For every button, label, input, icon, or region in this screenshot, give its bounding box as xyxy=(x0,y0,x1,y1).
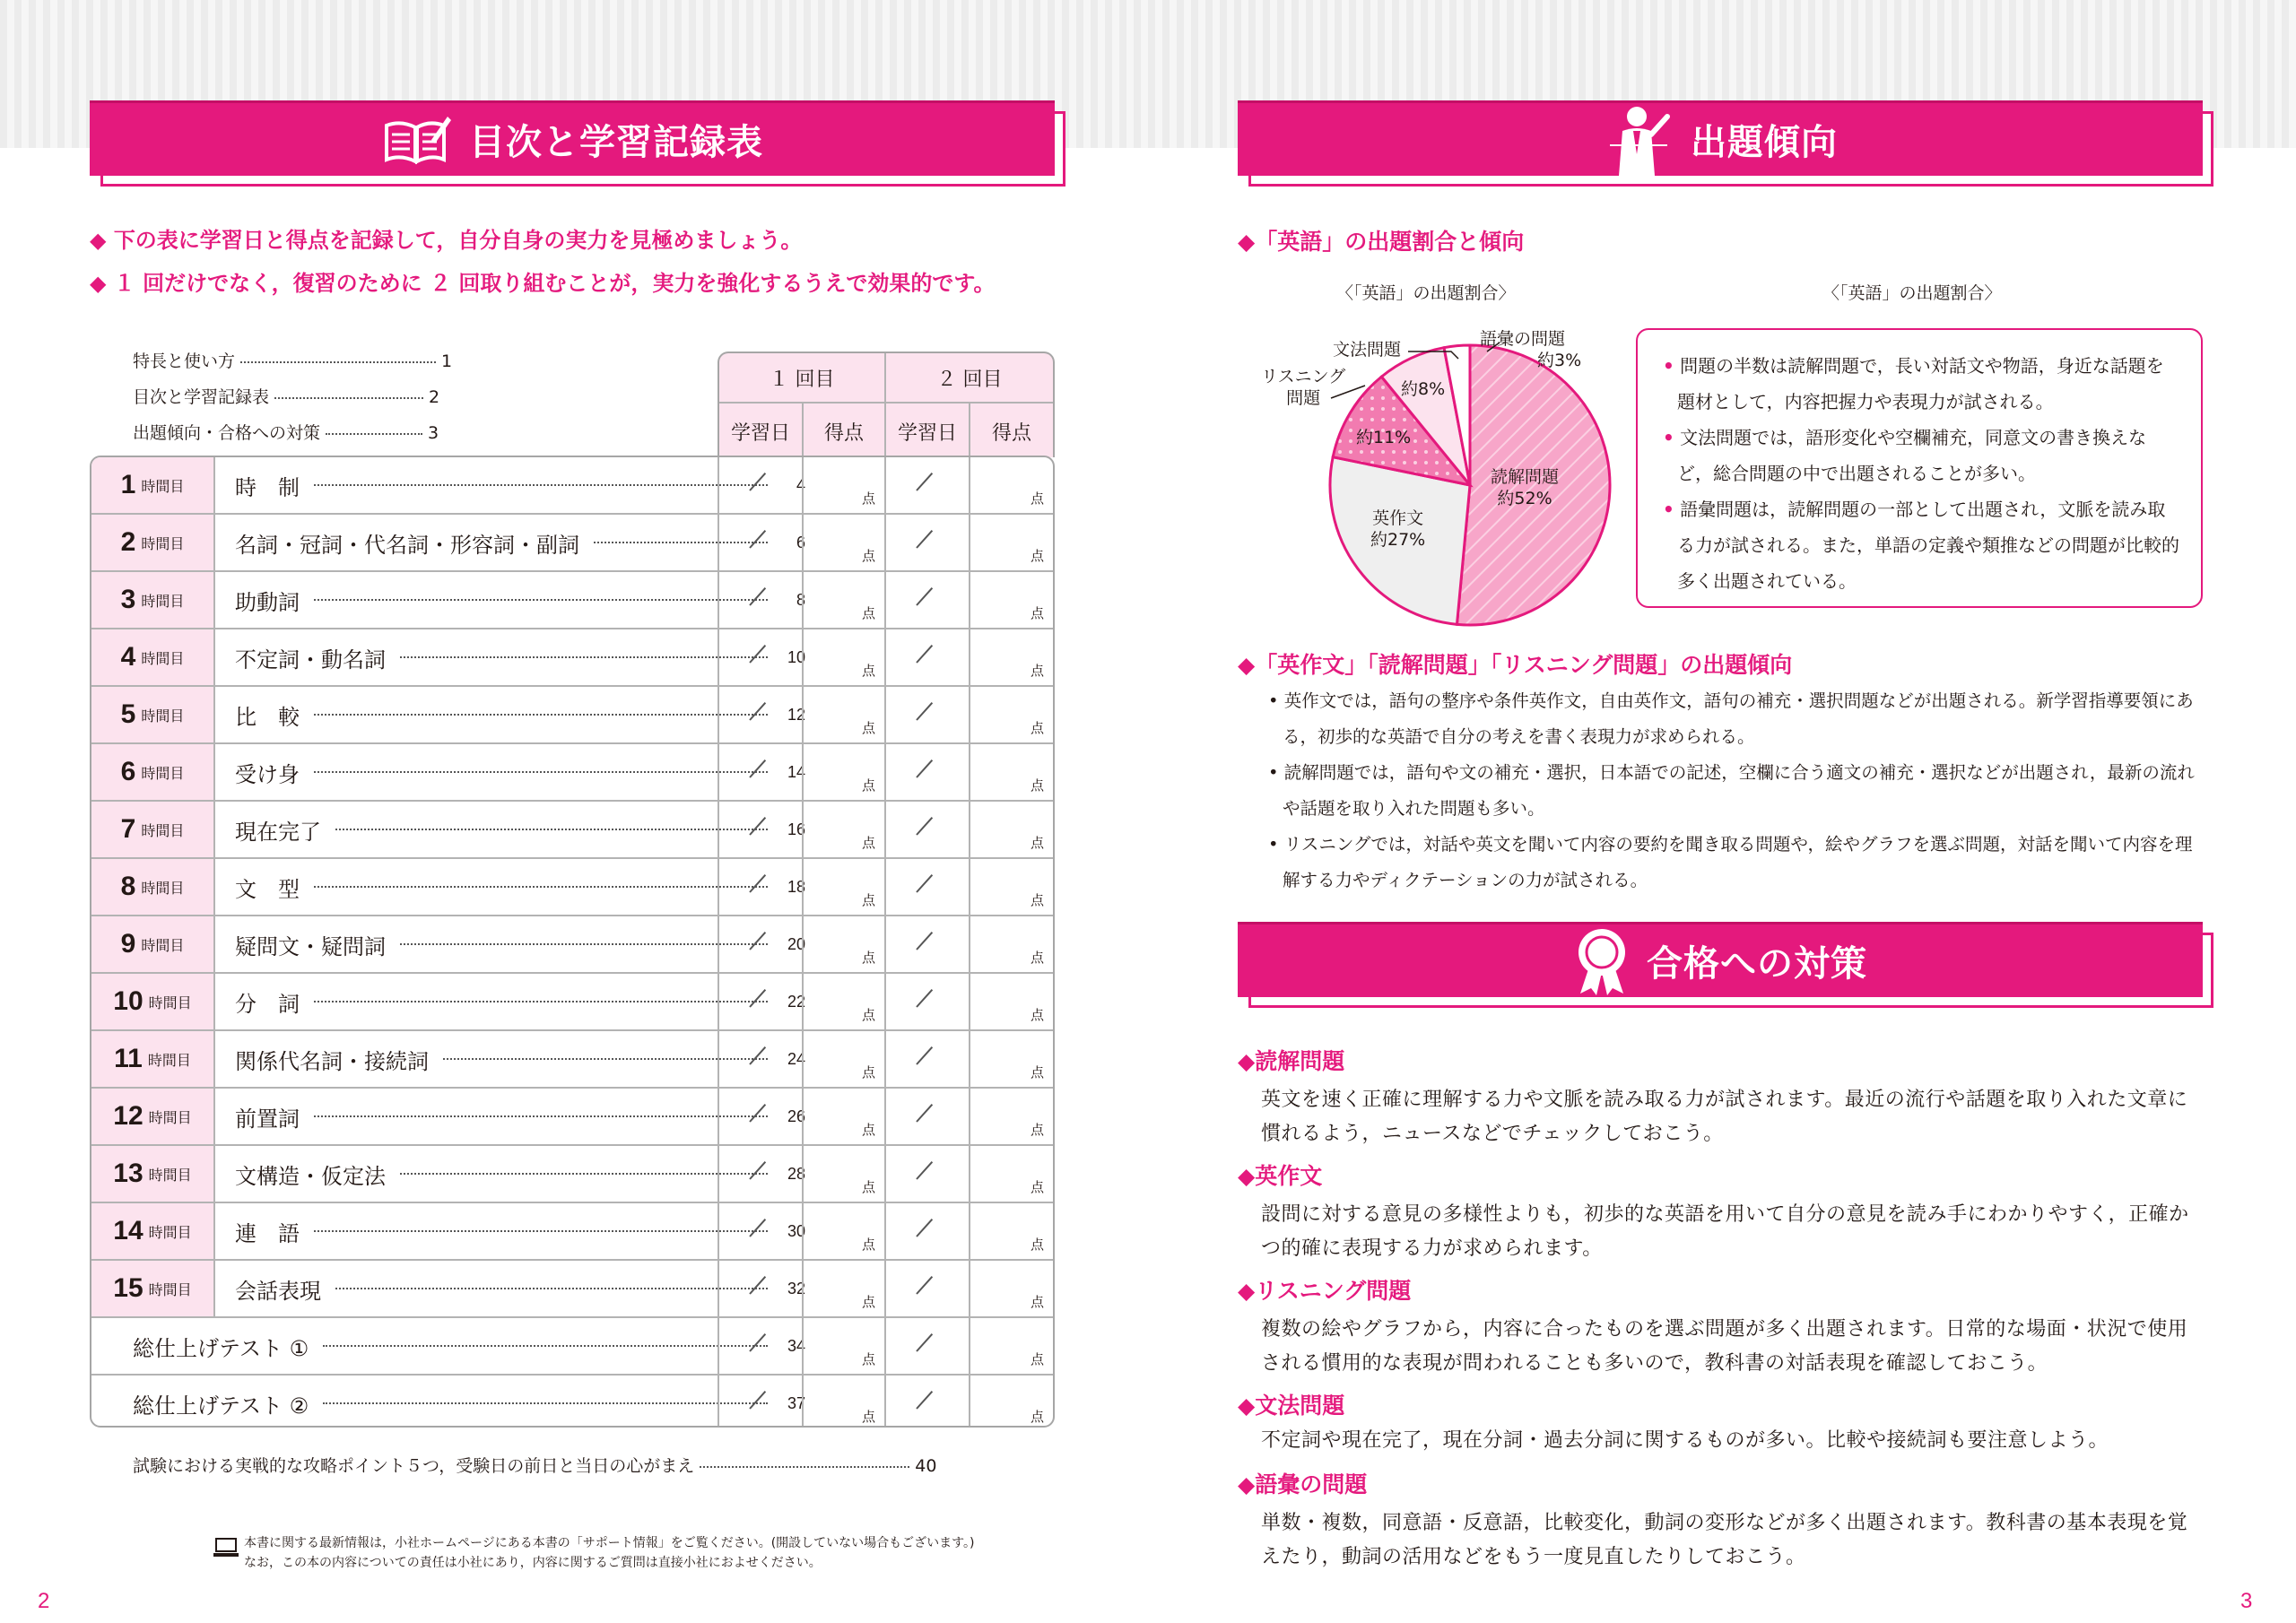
leader-dots xyxy=(400,656,768,658)
slice-label-reading: 読解問題 約52% xyxy=(1491,467,1560,508)
score-unit: 点 xyxy=(1030,1351,1044,1367)
date-cell-1 xyxy=(718,1031,802,1087)
lesson-number-value: 12 xyxy=(113,1101,144,1131)
score-cell-2 xyxy=(969,515,1053,570)
test-page: 34 xyxy=(787,1336,805,1355)
lesson-number xyxy=(91,1146,215,1202)
lesson-title-text: 分 詞 xyxy=(235,991,300,1017)
score-unit: 点 xyxy=(861,950,875,966)
test-title xyxy=(133,1318,805,1374)
score-cell-1 xyxy=(802,974,884,1029)
table-row-test xyxy=(91,1376,1053,1428)
score-cell-2 xyxy=(969,1376,1053,1428)
table-row-test xyxy=(91,1318,1053,1376)
intro-item-1: 特長と使い方 1 xyxy=(133,352,453,371)
lesson-number xyxy=(91,859,215,915)
lesson-number xyxy=(91,515,215,570)
lesson-page: 6 xyxy=(796,533,805,551)
score-unit: 点 xyxy=(1030,892,1044,908)
leader-dots xyxy=(314,599,768,601)
date-cell-2 xyxy=(884,1318,969,1374)
date-cell-2 xyxy=(884,802,969,857)
score-unit: 点 xyxy=(1030,1122,1044,1138)
lesson-number-value: 4 xyxy=(120,642,136,672)
score-unit: 点 xyxy=(1030,1007,1044,1023)
lesson-page: 12 xyxy=(787,705,805,724)
lesson-number xyxy=(91,1031,215,1087)
slice-label-listening: リスニング 問題 xyxy=(1261,367,1346,408)
strategy-banner-title: 合格への対策 xyxy=(1647,943,1867,985)
lesson-suffix: 時間目 xyxy=(141,534,185,552)
strategy-heading-vocabulary: ◆語彙の問題 xyxy=(1238,1471,1368,1497)
leader-dots xyxy=(314,714,768,716)
info-item-1: • 問題の半数は読解問題で，長い対話文や物語，身近な話題を題材として，内容把握力や表現力が試される。 xyxy=(1663,355,2164,412)
lesson-number xyxy=(91,802,215,857)
score-unit: 点 xyxy=(1030,950,1044,966)
score-cell-2 xyxy=(969,1318,1053,1374)
table-row xyxy=(91,1031,1053,1089)
round-1-header: １ 回目 xyxy=(719,353,886,404)
score-cell-1 xyxy=(802,1146,884,1202)
lesson-suffix: 時間目 xyxy=(141,764,185,782)
date-cell-1 xyxy=(718,974,802,1029)
score-cell-1 xyxy=(802,1376,884,1428)
lesson-title-text: 文 型 xyxy=(235,876,300,902)
score-unit: 点 xyxy=(1030,1064,1044,1081)
date-cell-1 xyxy=(718,572,802,628)
date-cell-1 xyxy=(718,1376,802,1428)
table-row xyxy=(91,687,1053,744)
lesson-title-text: 前置詞 xyxy=(235,1106,300,1132)
lesson-suffix: 時間目 xyxy=(148,1108,192,1126)
lesson-number-value: 6 xyxy=(120,757,136,786)
page-number-right: 3 xyxy=(2240,1589,2253,1613)
lesson-suffix: 時間目 xyxy=(148,1223,192,1241)
lesson-title-text: 受け身 xyxy=(235,761,300,787)
table-row xyxy=(91,1203,1053,1261)
leader-dots xyxy=(314,1230,768,1232)
lesson-page: 28 xyxy=(787,1164,805,1183)
lesson-suffix: 時間目 xyxy=(141,592,185,610)
lead-line-2: ◆ １ 回だけでなく，復習のために ２ 回取り組むことが，実力を強化するうえで効果的です。 xyxy=(90,271,996,296)
lesson-number xyxy=(91,457,215,513)
score-cell-2 xyxy=(969,1146,1053,1202)
score-unit: 点 xyxy=(1030,1179,1044,1195)
leader-dots xyxy=(314,1115,768,1117)
date-cell-1 xyxy=(718,1203,802,1259)
strategy-heading-reading: ◆読解問題 xyxy=(1238,1048,1345,1074)
score-unit: 点 xyxy=(861,1294,875,1310)
leader-dots xyxy=(400,943,768,945)
leader-dots xyxy=(400,1173,768,1175)
score-unit: 点 xyxy=(1030,490,1044,507)
lesson-number-value: 14 xyxy=(113,1216,144,1245)
score-header-1: 得点 xyxy=(804,404,886,457)
lesson-suffix: 時間目 xyxy=(141,707,185,725)
lesson-number xyxy=(91,744,215,800)
lesson-number-value: 9 xyxy=(120,929,136,959)
lesson-number-value: 3 xyxy=(120,585,136,614)
test-title xyxy=(133,1376,805,1428)
score-unit: 点 xyxy=(1030,605,1044,621)
lesson-title-text: 助動詞 xyxy=(235,589,300,615)
lesson-title-text: 関係代名詞・接続詞 xyxy=(235,1048,429,1074)
lesson-title-text: 現在完了 xyxy=(235,819,321,845)
date-cell-2 xyxy=(884,572,969,628)
date-cell-2 xyxy=(884,457,969,513)
score-cell-1 xyxy=(802,1261,884,1316)
table-row xyxy=(91,629,1053,687)
computer-icon xyxy=(213,1537,239,1558)
lesson-number-value: 15 xyxy=(113,1273,144,1303)
leader-dots xyxy=(335,1288,768,1289)
lesson-suffix: 時間目 xyxy=(148,994,192,1011)
record-grid-header xyxy=(718,352,1055,457)
table-row xyxy=(91,802,1053,859)
lesson-number xyxy=(91,974,215,1029)
score-cell-1 xyxy=(802,687,884,742)
score-cell-1 xyxy=(802,916,884,972)
score-unit: 点 xyxy=(861,605,875,621)
trend-banner xyxy=(1238,100,2203,176)
strategy-heading-listening: ◆リスニング問題 xyxy=(1238,1278,1412,1304)
lesson-number xyxy=(91,1261,215,1316)
lesson-suffix: 時間目 xyxy=(141,821,185,839)
date-cell-1 xyxy=(718,515,802,570)
score-cell-2 xyxy=(969,572,1053,628)
lesson-page: 30 xyxy=(787,1221,805,1240)
score-cell-1 xyxy=(802,515,884,570)
trend-banner-title: 出題傾向 xyxy=(1691,122,1838,163)
slice-label-grammar: 文法問題 xyxy=(1333,340,1402,360)
lesson-title-text: 疑問文・疑問詞 xyxy=(235,933,386,959)
date-cell-2 xyxy=(884,974,969,1029)
score-unit: 点 xyxy=(861,1351,875,1367)
score-cell-2 xyxy=(969,1031,1053,1087)
round-2-header: ２ 回目 xyxy=(886,353,1053,404)
score-cell-2 xyxy=(969,1261,1053,1316)
box-caption: 〈「英語」の出題割合〉 xyxy=(1822,283,2002,303)
lesson-suffix: 時間目 xyxy=(148,1280,192,1298)
score-cell-1 xyxy=(802,744,884,800)
trend-item-2: • 読解問題では，語句や文の補充・選択，日本語での記述，空欄に合う適文の補充・選択などが出題され，最新の流れや話題を取り入れた問題も多い。 xyxy=(1268,762,2195,819)
table-row xyxy=(91,916,1053,974)
slice-label-composition: 英作文 約27% xyxy=(1370,508,1426,550)
leader-dots xyxy=(335,829,768,830)
lesson-suffix: 時間目 xyxy=(147,1051,191,1069)
lesson-number-value: 10 xyxy=(113,986,144,1016)
lesson-number-value: 5 xyxy=(120,699,136,729)
lead-line-1: ◆ 下の表に学習日と得点を記録して，自分自身の実力を見極めましょう。 xyxy=(90,228,803,253)
lesson-page: 26 xyxy=(787,1107,805,1125)
trend-item-1: • 英作文では，語句の整序や条件英作文，自由英作文，語句の補充・選択問題などが出題される。新学習指導要領にある，初歩的な英語で自分の考えを書く表現力が求められる。 xyxy=(1268,690,2194,747)
score-cell-1 xyxy=(802,1318,884,1374)
slice-label-vocabulary-value: 約3% xyxy=(1537,351,1582,370)
leader-dots xyxy=(323,1345,768,1347)
lesson-number-value: 1 xyxy=(120,470,136,499)
lesson-suffix: 時間目 xyxy=(148,1166,192,1184)
lesson-title-text: 会話表現 xyxy=(235,1278,321,1304)
lesson-number-value: 13 xyxy=(113,1159,144,1188)
lesson-title-text: 比 較 xyxy=(235,704,300,730)
intro-item-3: 出題傾向・合格への対策 3 xyxy=(133,423,439,443)
lesson-page: 8 xyxy=(796,590,805,609)
lesson-page: 10 xyxy=(787,647,805,666)
test-title-text: 総仕上げテスト ② xyxy=(133,1393,309,1419)
score-unit: 点 xyxy=(861,777,875,794)
ratio-info-box xyxy=(1636,328,2203,608)
score-unit: 点 xyxy=(1030,1237,1044,1253)
strategy-text-listening: 複数の絵やグラフから，内容に合ったものを選ぶ問題が多く出題されます。日常的な場面・状況で使用される慣用的な表現が問われることも多いので，教科書の対話表現を確認しておこう。 xyxy=(1261,1318,2188,1375)
pie-leader-lines xyxy=(1399,341,1525,377)
table-row xyxy=(91,744,1053,802)
leader-dots xyxy=(314,886,768,888)
lesson-suffix: 時間目 xyxy=(141,936,185,954)
date-cell-1 xyxy=(718,802,802,857)
lesson-page: 22 xyxy=(787,992,805,1011)
trend-lead: ◆「英作文」「読解問題」「リスニング問題」の出題傾向 xyxy=(1238,652,1793,678)
date-cell-1 xyxy=(718,629,802,685)
date-cell-1 xyxy=(718,687,802,742)
score-header-2: 得点 xyxy=(991,421,1031,445)
leader-dots xyxy=(314,484,768,486)
score-unit: 点 xyxy=(1030,720,1044,736)
test-title-text: 総仕上げテスト ① xyxy=(133,1335,309,1361)
score-cell-2 xyxy=(969,1203,1053,1259)
score-unit: 点 xyxy=(1030,548,1044,564)
score-unit: 点 xyxy=(861,892,875,908)
date-cell-2 xyxy=(884,859,969,915)
date-cell-2 xyxy=(884,1261,969,1316)
score-cell-2 xyxy=(969,744,1053,800)
date-cell-2 xyxy=(884,1203,969,1259)
date-cell-2 xyxy=(884,916,969,972)
lesson-title-text: 不定詞・動名詞 xyxy=(235,647,386,673)
open-book-pen-icon xyxy=(381,113,453,167)
slice-label-vocabulary: 語彙の問題 xyxy=(1480,329,1566,349)
score-unit: 点 xyxy=(861,1237,875,1253)
intro-item-2: 目次と学習記録表 2 xyxy=(133,387,440,407)
lesson-number-value: 7 xyxy=(120,814,136,844)
leader-dots xyxy=(314,771,768,773)
leader-dots xyxy=(323,1402,768,1404)
pie-leader-line-listening xyxy=(1329,380,1383,407)
strategy-heading-composition: ◆英作文 xyxy=(1238,1163,1323,1189)
lesson-title-text: 時 制 xyxy=(235,474,300,500)
score-cell-2 xyxy=(969,629,1053,685)
score-cell-2 xyxy=(969,916,1053,972)
score-cell-1 xyxy=(802,1089,884,1144)
strategy-banner xyxy=(1238,922,2203,997)
date-cell-2 xyxy=(884,1376,969,1428)
lesson-title-text: 文構造・仮定法 xyxy=(235,1163,386,1189)
strategy-text-vocabulary: 単数・複数，同意語・反意語，比較変化，動詞の変形などが多く出題されます。教科書の基本表現を覚えたり，動詞の活用などをもう一度見直したりしておこう。 xyxy=(1261,1512,2188,1568)
strategy-heading-grammar: ◆文法問題 xyxy=(1238,1393,1345,1419)
info-item-2: • 文法問題では，語形変化や空欄補充，同意文の書き換えなど，総合問題の中で出題されることが多い。 xyxy=(1663,427,2147,484)
lesson-number-value: 2 xyxy=(120,527,136,557)
score-cell-1 xyxy=(802,1031,884,1087)
score-unit: 点 xyxy=(861,1007,875,1023)
support-note-2: なお，この本の内容についての責任は小社にあり，内容に関するご質問は直接小社におよせください。 xyxy=(244,1556,822,1570)
date-cell-2 xyxy=(884,515,969,570)
lesson-number xyxy=(91,916,215,972)
toc-banner xyxy=(90,100,1055,176)
presenter-icon xyxy=(1603,104,1674,176)
table-row xyxy=(91,974,1053,1031)
date-cell-1 xyxy=(718,1146,802,1202)
table-row xyxy=(91,572,1053,629)
score-unit: 点 xyxy=(861,1409,875,1425)
score-cell-2 xyxy=(969,859,1053,915)
lesson-number xyxy=(91,687,215,742)
lesson-suffix: 時間目 xyxy=(141,879,185,897)
score-unit: 点 xyxy=(861,663,875,679)
score-unit: 点 xyxy=(1030,1294,1044,1310)
score-cell-2 xyxy=(969,1089,1053,1144)
table-row xyxy=(91,859,1053,916)
footer-toc-item: 試験における実戦的な攻略ポイント５つ，受験日の前日と当日の心がまえ 40 xyxy=(133,1456,937,1476)
lesson-number xyxy=(91,1089,215,1144)
date-cell-2 xyxy=(884,1031,969,1087)
date-cell-1 xyxy=(718,457,802,513)
lesson-page: 24 xyxy=(787,1049,805,1068)
lesson-number xyxy=(91,1203,215,1259)
score-cell-1 xyxy=(802,572,884,628)
chart-caption: 〈「英語」の出題割合〉 xyxy=(1336,283,1516,303)
score-cell-2 xyxy=(969,687,1053,742)
table-row xyxy=(91,457,1053,515)
table-row xyxy=(91,1146,1053,1203)
score-unit: 点 xyxy=(861,1122,875,1138)
date-cell-2 xyxy=(884,1089,969,1144)
lesson-page: 18 xyxy=(787,877,805,896)
lesson-suffix: 時間目 xyxy=(141,649,185,667)
trend-item-3: • リスニングでは，対話や英文を聞いて内容の要約を聞き取る問題や，絵やグラフを選ぶ問題，対話を聞いて内容を理解する力やディクテーションの力が試される。 xyxy=(1268,834,2193,890)
slice-label-grammar-value: 約8% xyxy=(1401,379,1446,399)
lesson-suffix: 時間目 xyxy=(141,477,185,495)
score-unit: 点 xyxy=(1030,663,1044,679)
award-ribbon-icon xyxy=(1573,927,1631,995)
date-cell-2 xyxy=(884,687,969,742)
date-cell-1 xyxy=(718,744,802,800)
lesson-page: 20 xyxy=(787,934,805,953)
lesson-number-value: 8 xyxy=(120,872,136,901)
score-cell-1 xyxy=(802,1203,884,1259)
strategy-text-grammar: 不定詞や現在完了，現在分詞・過去分詞に関するものが多い。比較や接続詞も要注意しよう。 xyxy=(1261,1429,2109,1452)
score-cell-2 xyxy=(969,802,1053,857)
lesson-title-text: 連 語 xyxy=(235,1220,300,1246)
lesson-number xyxy=(91,572,215,628)
table-row xyxy=(91,1089,1053,1146)
date-cell-1 xyxy=(718,1318,802,1374)
lesson-title-text: 名詞・冠詞・代名詞・形容詞・副詞 xyxy=(235,532,579,558)
ratio-lead: ◆「英語」の出題割合と傾向 xyxy=(1238,229,1525,255)
leader-dots xyxy=(314,1001,768,1002)
score-cell-1 xyxy=(802,859,884,915)
score-unit: 点 xyxy=(861,720,875,736)
score-cell-1 xyxy=(802,802,884,857)
score-cell-1 xyxy=(802,629,884,685)
strategy-text-composition: 設問に対する意見の多様性よりも，初歩的な英語を用いて自分の意見を読み手にわかりやすく，正確かつ的確に表現する力が求められます。 xyxy=(1261,1203,2189,1260)
date-cell-1 xyxy=(718,859,802,915)
score-unit: 点 xyxy=(1030,777,1044,794)
test-page: 37 xyxy=(787,1393,805,1412)
lesson-page: 32 xyxy=(787,1279,805,1298)
score-unit: 点 xyxy=(861,1179,875,1195)
date-header-1: 学習日 xyxy=(719,404,804,457)
lesson-page: 14 xyxy=(787,762,805,781)
score-cell-2 xyxy=(969,974,1053,1029)
page-number-left: 2 xyxy=(38,1589,50,1613)
date-cell-1 xyxy=(718,1261,802,1316)
toc-banner-title: 目次と学習記録表 xyxy=(469,122,763,163)
date-cell-2 xyxy=(884,629,969,685)
table-row xyxy=(91,515,1053,572)
score-unit: 点 xyxy=(861,835,875,851)
slice-label-listening-value: 約11% xyxy=(1356,428,1412,447)
date-cell-1 xyxy=(718,916,802,972)
lesson-page: 16 xyxy=(787,820,805,838)
info-item-3: • 語彙問題は，読解問題の一部として出題され，文脈を読み取る力が試される。また，単語の定義や類推などの問題が比較的多く出題されている。 xyxy=(1663,499,2179,592)
score-unit: 点 xyxy=(861,490,875,507)
study-record-table xyxy=(90,456,1055,1428)
date-cell-2 xyxy=(884,744,969,800)
lesson-number xyxy=(91,629,215,685)
strategy-text-reading: 英文を速く正確に理解する力や文脈を読み取る力が試されます。最近の流行や話題を取り入れた文章に慣れるよう，ニュースなどでチェックしておこう。 xyxy=(1261,1089,2188,1145)
lesson-page: 4 xyxy=(796,475,805,494)
score-unit: 点 xyxy=(1030,1409,1044,1425)
support-note-1: 本書に関する最新情報は，小社ホームページにある本書の「サポート情報」をご覧ください。(開設していない場合もございます。) xyxy=(244,1536,975,1550)
score-cell-1 xyxy=(802,457,884,513)
date-header-2: 学習日 xyxy=(886,404,970,457)
score-unit: 点 xyxy=(861,548,875,564)
date-cell-1 xyxy=(718,1089,802,1144)
score-cell-2 xyxy=(969,457,1053,513)
date-cell-2 xyxy=(884,1146,969,1202)
score-unit: 点 xyxy=(861,1064,875,1081)
lesson-number-value: 11 xyxy=(114,1044,143,1073)
table-row xyxy=(91,1261,1053,1318)
score-unit: 点 xyxy=(1030,835,1044,851)
